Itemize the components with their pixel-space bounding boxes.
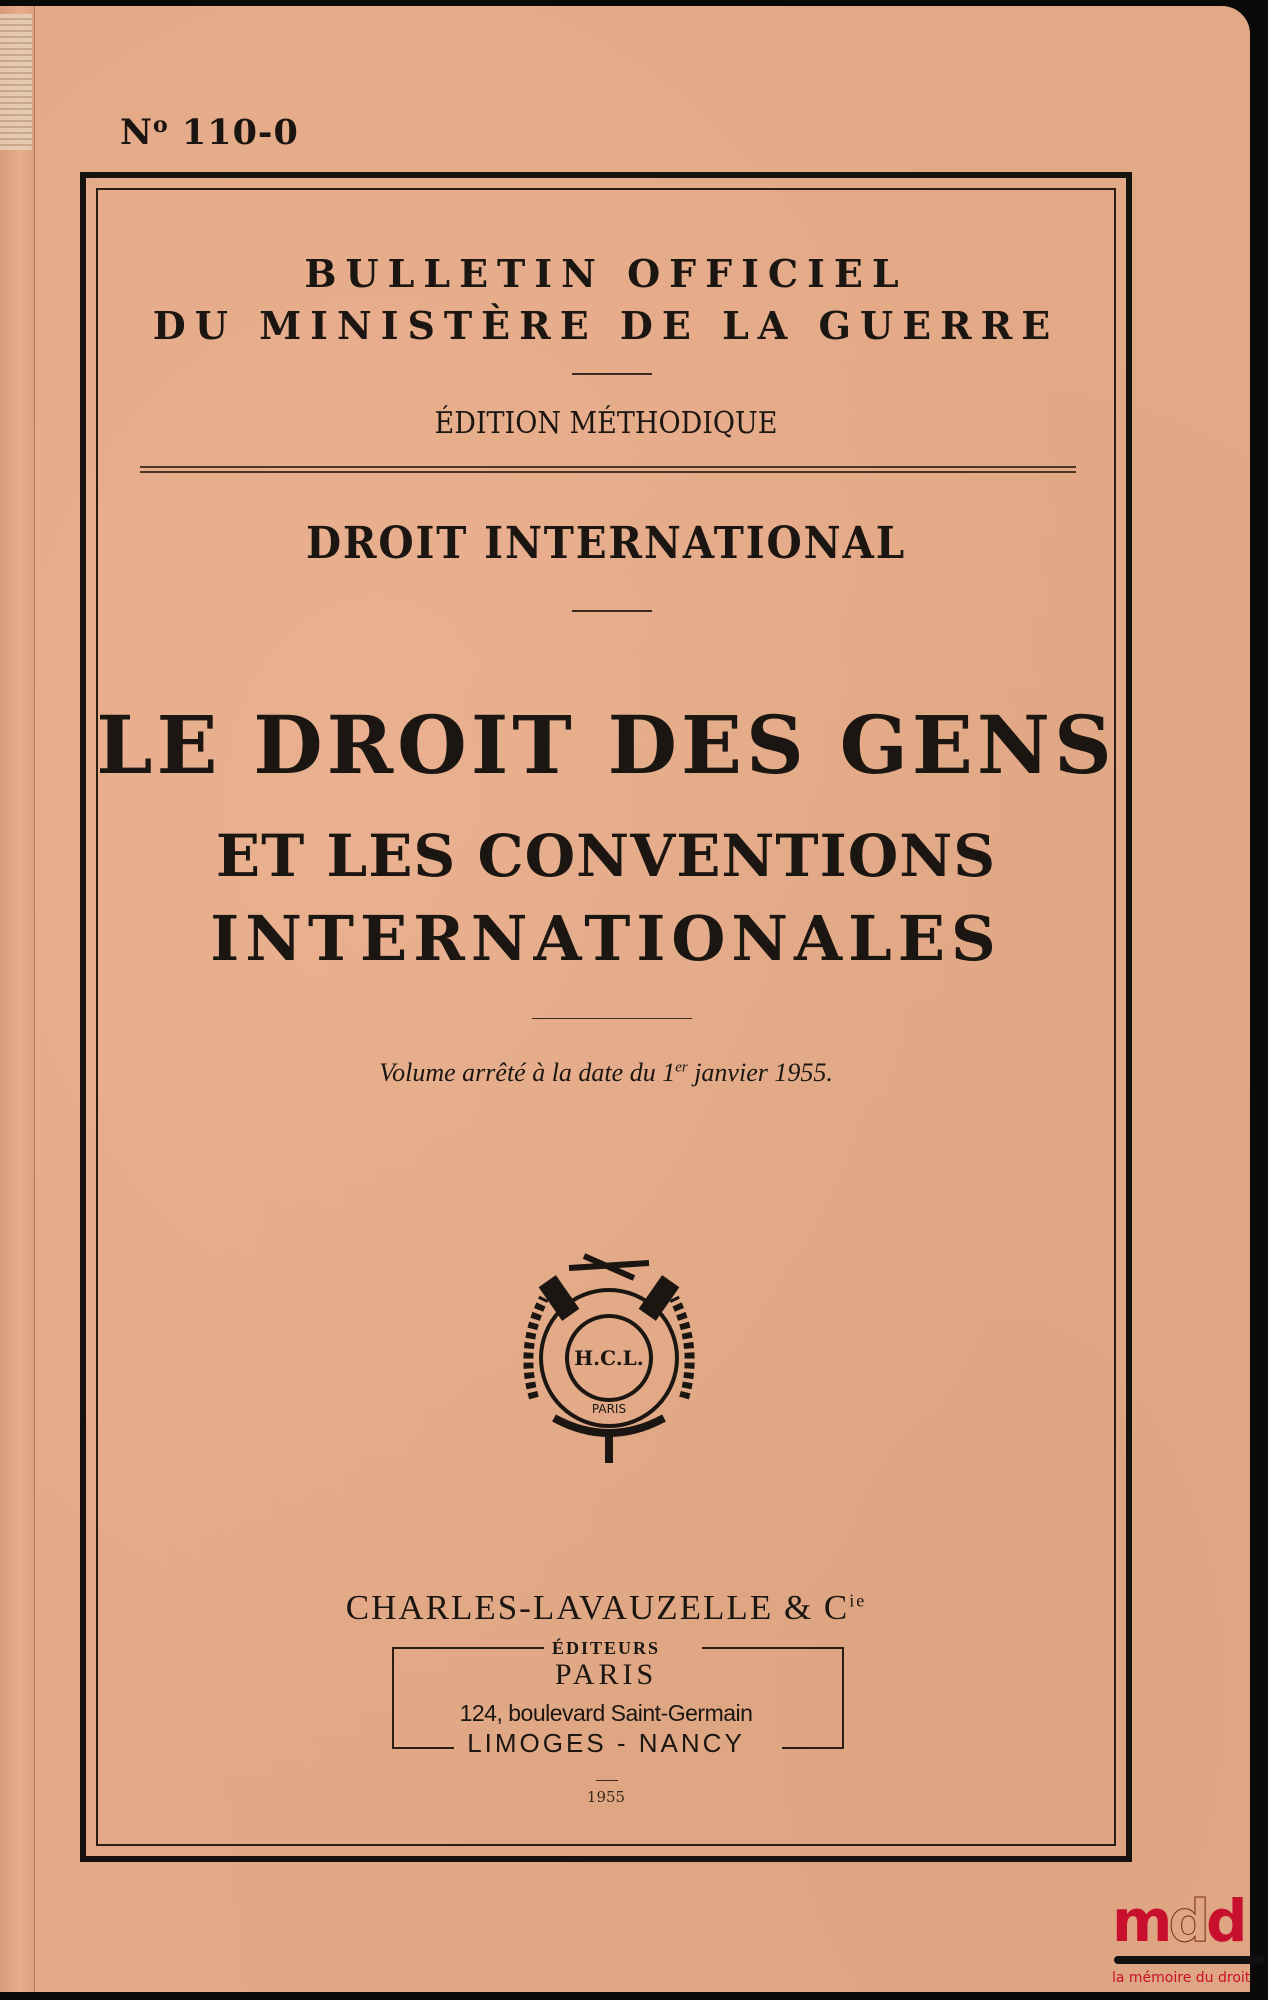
main-title-line-3: INTERNATIONALES xyxy=(210,902,1002,975)
publisher-role: ÉDITEURS xyxy=(551,1638,661,1658)
publisher-emblem-icon xyxy=(514,1248,704,1468)
cover-content xyxy=(96,188,1116,1846)
watermark-logo xyxy=(1112,1887,1262,1986)
volume-note: Volume arrêté à la date du 1er janvier 1955. xyxy=(379,1058,833,1087)
publisher-city: PARIS xyxy=(554,1658,658,1691)
publisher-name: CHARLES-LAVAUZELLE & $C^{ie}$ xyxy=(345,1588,867,1627)
logo-underline xyxy=(1114,1956,1264,1964)
svg-text:H.C.L.: H.C.L. xyxy=(574,1346,644,1370)
series-number: $N^o$ 110-0 xyxy=(120,112,299,153)
publisher-other-cities: LIMOGES - NANCY xyxy=(467,1728,745,1758)
svg-text:PARIS: PARIS xyxy=(591,1402,627,1416)
header-line-1: BULLETIN OFFICIEL xyxy=(304,251,908,296)
main-title-line-2: ET LES CONVENTIONS xyxy=(215,822,997,890)
publication-year: 1955 xyxy=(586,1788,626,1806)
logo-tagline: la mémoire du droit xyxy=(1112,1970,1251,1986)
main-title-line-1: LE DROIT DES GENS xyxy=(96,698,1116,792)
binding-tape xyxy=(0,14,32,150)
spine-edge xyxy=(0,6,35,1992)
divider-rule xyxy=(572,610,652,612)
header-line-2: DU MINISTÈRE DE LA GUERRE xyxy=(152,303,1060,348)
mdd-logo-icon: mdd xyxy=(1112,1887,1244,1955)
divider-rule xyxy=(596,1780,618,1781)
divider-rule xyxy=(572,373,652,375)
edition-label: ÉDITION MÉTHODIQUE xyxy=(434,406,778,441)
publisher-address: 124, boulevard Saint-Germain xyxy=(459,1700,753,1726)
section-title: DROIT INTERNATIONAL xyxy=(305,518,907,569)
divider-rule xyxy=(532,1018,692,1019)
bulletin-header xyxy=(96,248,1116,352)
double-divider-rule xyxy=(140,466,1076,473)
